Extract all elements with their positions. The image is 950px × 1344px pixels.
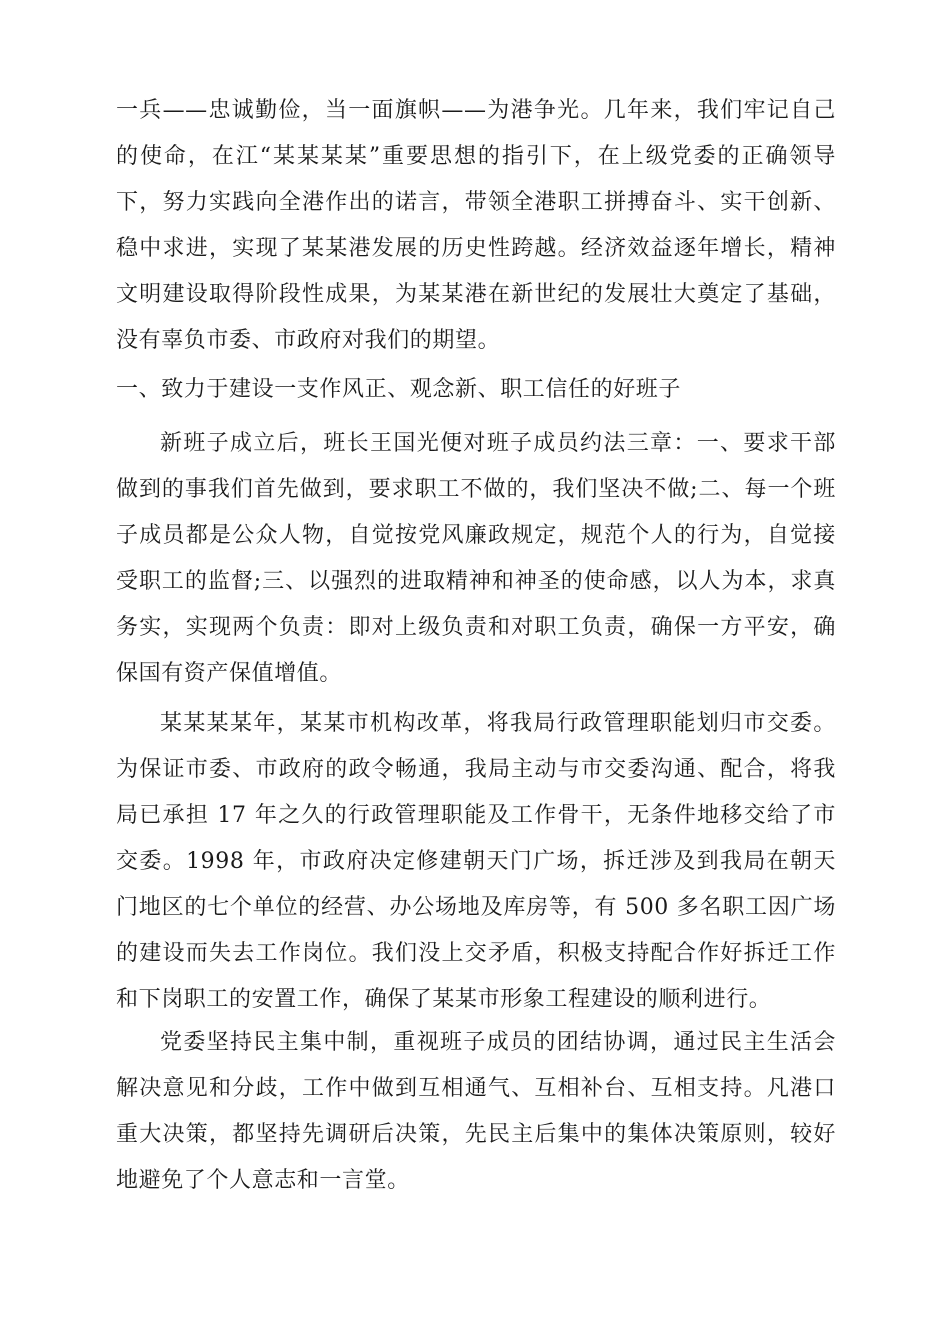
paragraph-democratic-centralism: 党委坚持民主集中制，重视班子成员的团结协调，通过民主生活会解决意见和分歧，工作中做到互相通气、互相补台、互相支持。凡港口重大决策，都坚持先调研后决策，先民主后集中的集体决策原则，较好地避免了个人意志和一言堂。 <box>116 1030 836 1193</box>
paragraph-intro: 一兵——忠诚勤俭，当一面旗帜——为港争光。几年来，我们牢记自己的使命，在江“某某某某”重要思想的指引下，在上级党委的正确领导下，努力实践向全港作出的诺言，带领全港职工拼搏奋斗、实干创新、稳中求进，实现了某某港发展的历史性跨越。经济效益逐年增长，精神文明建设取得阶段性成果，为某某港在新世纪的发展壮大奠定了基础，没有辜负市委、市政府对我们的期望。 <box>116 98 836 353</box>
paragraph-reform: 某某某某年，某某市机构改革，将我局行政管理职能划归市交委。为保证市委、市政府的政令畅通，我局主动与市交委沟通、配合，将我局已承担 17 年之久的行政管理职能及工作骨干，无条件地移交给了市交委。1998 年，市政府决定修建朝天门广场，拆迁涉及到我局在朝天门地区的七个单位的经营、办公场地及库房等，有 500 多名职工因广场的建设而失去工作岗位。我们没上交矛盾，积极支持配合作好拆迁工作和下岗职工的安置工作，确保了某某市形象工程建设的顺利进行。 <box>116 711 836 1012</box>
paragraph-team-rules: 新班子成立后，班长王国光便对班子成员约法三章：一、要求干部做到的事我们首先做到，要求职工不做的，我们坚决不做;二、每一个班子成员都是公众人物，自觉按党风廉政规定，规范个人的行为，自觉接受职工的监督;三、以强烈的进取精神和神圣的使命感，以人为本，求真务实，实现两个负责：即对上级负责和对职工负责，确保一方平安，确保国有资产保值增值。 <box>116 431 836 686</box>
section-heading: 一、致力于建设一支作风正、观念新、职工信任的好班子 <box>116 377 682 402</box>
